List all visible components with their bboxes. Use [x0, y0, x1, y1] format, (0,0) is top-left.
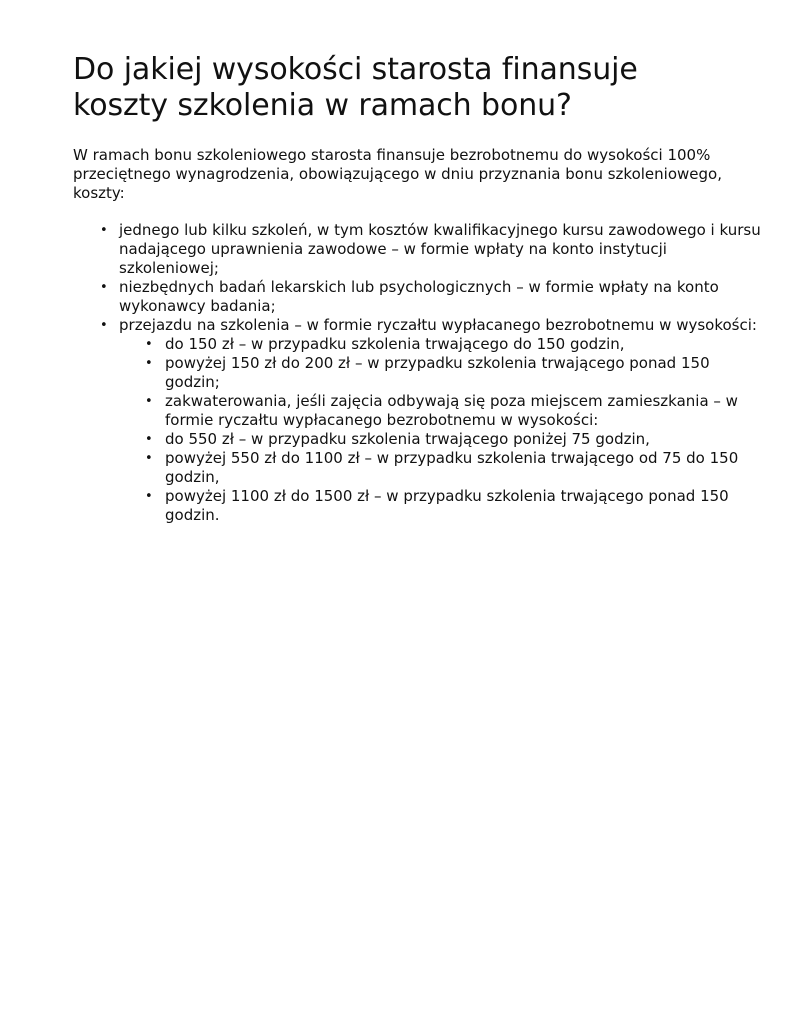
- page-title-line-2: koszty szkolenia w ramach bonu?: [73, 88, 572, 123]
- list-item: [73, 316, 763, 525]
- bullet-icon: •: [100, 318, 108, 333]
- sub-list-item-text: zakwaterowania, jeśli zajęcia odbywają się poza miejscem zamieszkania – w formie ryczałtu wypłacanego bezrobotnemu w wysokości:: [165, 392, 738, 429]
- bullet-icon: •: [145, 394, 153, 409]
- bullet-icon: •: [145, 356, 153, 371]
- bullet-icon: •: [145, 337, 153, 352]
- list-item-text: przejazdu na szkolenia – w formie ryczałtu wypłacanego bezrobotnemu w wysokości:: [119, 316, 757, 334]
- cost-list: [73, 221, 763, 525]
- sub-list-item-text: do 550 zł – w przypadku szkolenia trwającego poniżej 75 godzin,: [165, 430, 650, 448]
- sub-list-item: [119, 430, 763, 449]
- sub-list-item: [119, 487, 763, 525]
- sub-list-item-text: powyżej 1100 zł do 1500 zł – w przypadku szkolenia trwającego ponad 150 godzin.: [165, 487, 729, 524]
- sub-list-item-text: powyżej 550 zł do 1100 zł – w przypadku szkolenia trwającego od 75 do 150 godzin,: [165, 449, 739, 486]
- bullet-icon: •: [145, 489, 153, 504]
- bullet-icon: •: [100, 223, 108, 238]
- bullet-icon: •: [100, 280, 108, 295]
- sub-list-item-text: do 150 zł – w przypadku szkolenia trwającego do 150 godzin,: [165, 335, 625, 353]
- sub-list: [119, 335, 763, 525]
- intro-paragraph: W ramach bonu szkoleniowego starosta finansuje bezrobotnemu do wysokości 100% przeciętnego wynagrodzenia, obowiązującego w dniu przyznania bonu szkoleniowego, koszty:: [73, 146, 722, 202]
- list-item-text: niezbędnych badań lekarskich lub psychologicznych – w formie wpłaty na konto wykonawcy badania;: [119, 278, 719, 315]
- list-item: [73, 278, 763, 316]
- bullet-icon: •: [145, 432, 153, 447]
- sub-list-item-text: powyżej 150 zł do 200 zł – w przypadku szkolenia trwającego ponad 150 godzin;: [165, 354, 710, 391]
- bullet-icon: •: [145, 451, 153, 466]
- list-item: [73, 221, 763, 278]
- sub-list-item: [119, 335, 763, 354]
- page-title: [73, 52, 763, 124]
- sub-list-item: [119, 354, 763, 392]
- list-item-text: jednego lub kilku szkoleń, w tym kosztów kwalifikacyjnego kursu zawodowego i kursu nadającego uprawnienia zawodowe – w formie wpłaty na konto instytucji szkoleniowej;: [119, 221, 761, 277]
- sub-list-item: [119, 449, 763, 487]
- page-title-line-1: Do jakiej wysokości starosta finansuje: [73, 52, 638, 87]
- document-page: [73, 52, 763, 525]
- sub-list-item: [119, 392, 763, 430]
